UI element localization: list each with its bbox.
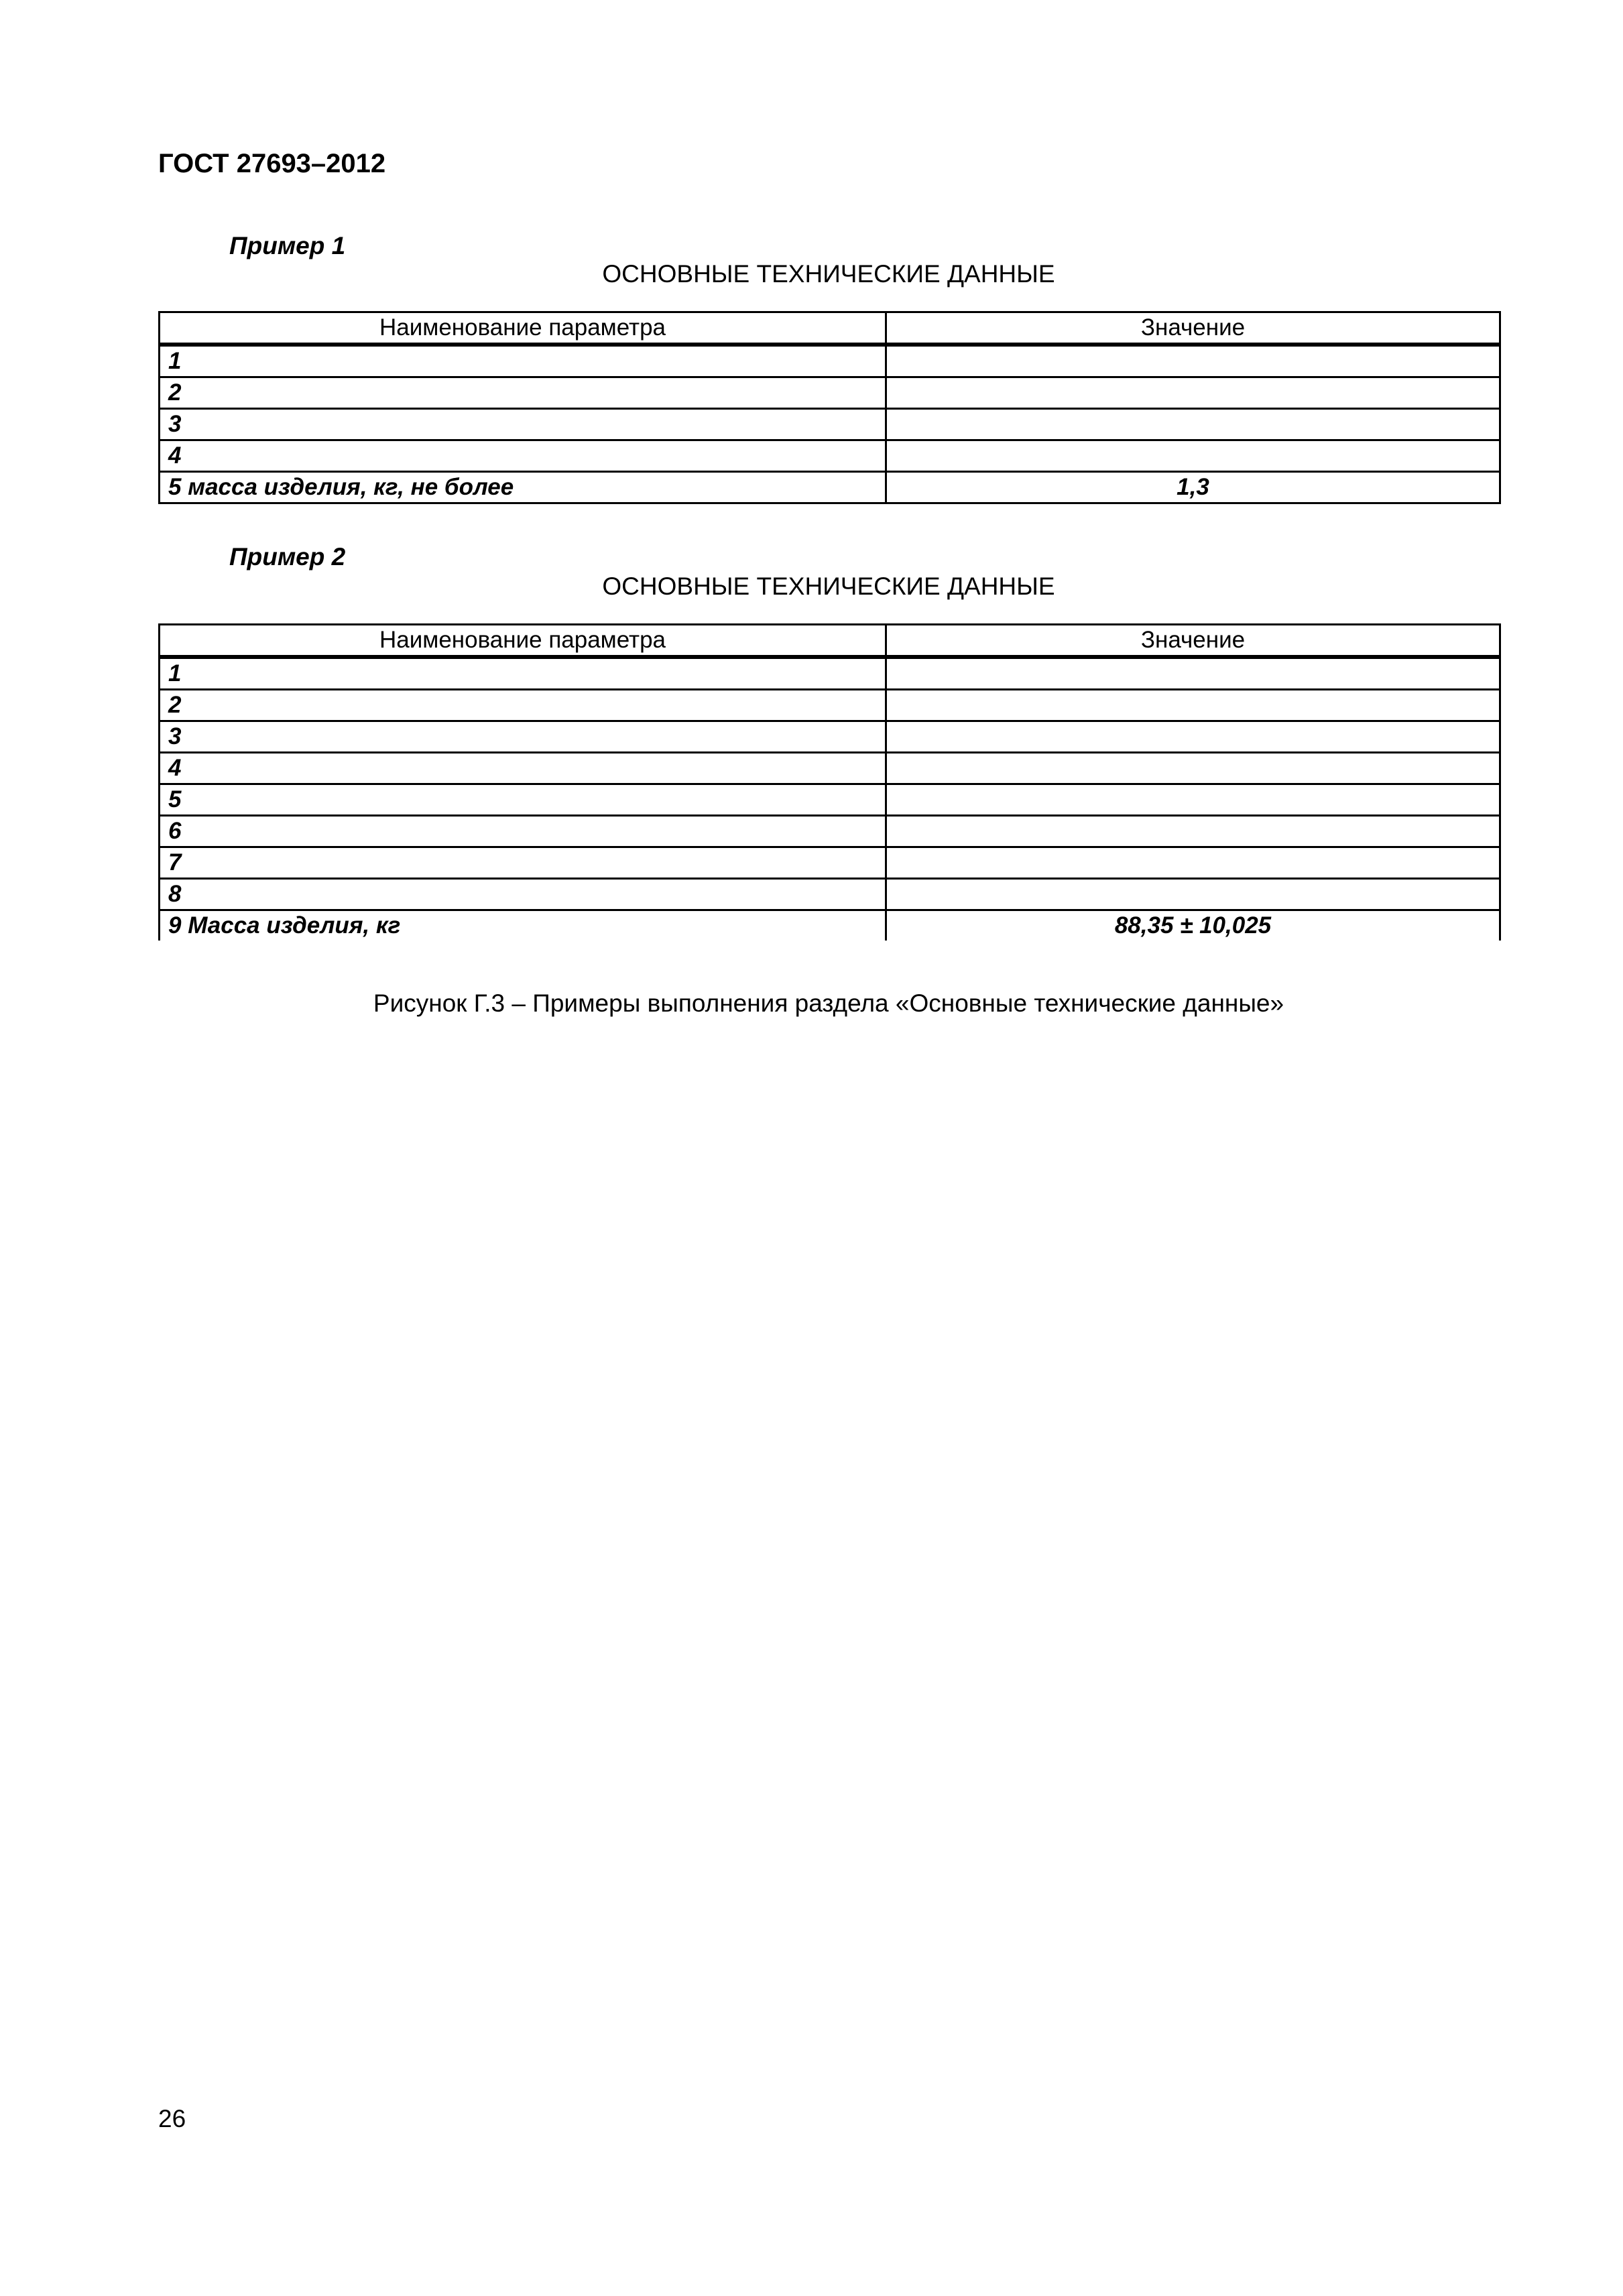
value-cell bbox=[886, 377, 1500, 409]
example-2-label: Пример 2 bbox=[229, 543, 346, 570]
table-header-row bbox=[160, 312, 1500, 345]
value-cell: 1,3 bbox=[886, 472, 1500, 503]
table-row bbox=[160, 409, 1500, 440]
value-cell bbox=[886, 879, 1500, 910]
value-cell bbox=[886, 784, 1500, 816]
value-cell: 88,35 ± 10,025 bbox=[886, 910, 1500, 941]
page-number: 26 bbox=[158, 2105, 186, 2132]
table-row bbox=[160, 847, 1500, 879]
table-row bbox=[160, 721, 1500, 753]
table-header-row bbox=[160, 625, 1500, 658]
value-cell bbox=[886, 657, 1500, 690]
table-row bbox=[160, 784, 1500, 816]
example-1-title: ОСНОВНЫЕ ТЕХНИЧЕСКИЕ ДАННЫЕ bbox=[602, 260, 1055, 288]
example-2-title: ОСНОВНЫЕ ТЕХНИЧЕСКИЕ ДАННЫЕ bbox=[602, 572, 1055, 600]
parameter-cell: 3 bbox=[160, 409, 886, 440]
parameter-cell: 4 bbox=[160, 440, 886, 472]
example-2-table bbox=[158, 623, 1501, 941]
parameter-cell: 2 bbox=[160, 690, 886, 721]
value-cell bbox=[886, 721, 1500, 753]
figure-caption: Рисунок Г.3 – Примеры выполнения раздела «Основные технические данные» bbox=[373, 989, 1284, 1017]
value-cell bbox=[886, 816, 1500, 847]
table-row bbox=[160, 472, 1500, 503]
parameter-cell: 6 bbox=[160, 816, 886, 847]
value-cell bbox=[886, 753, 1500, 784]
table-row bbox=[160, 879, 1500, 910]
parameter-cell: 9 Масса изделия, кг bbox=[160, 910, 886, 941]
table-row bbox=[160, 377, 1500, 409]
parameter-cell: 1 bbox=[160, 657, 886, 690]
value-cell bbox=[886, 345, 1500, 377]
parameter-cell: 3 bbox=[160, 721, 886, 753]
table-row bbox=[160, 690, 1500, 721]
column-header-parameter: Наименование параметра bbox=[160, 625, 886, 658]
table-row bbox=[160, 440, 1500, 472]
document-header: ГОСТ 27693–2012 bbox=[158, 149, 386, 178]
value-cell bbox=[886, 409, 1500, 440]
table-row bbox=[160, 657, 1500, 690]
parameter-cell: 4 bbox=[160, 753, 886, 784]
column-header-parameter: Наименование параметра bbox=[160, 312, 886, 345]
parameter-cell: 1 bbox=[160, 345, 886, 377]
parameter-cell: 2 bbox=[160, 377, 886, 409]
value-cell bbox=[886, 847, 1500, 879]
column-header-value: Значение bbox=[886, 625, 1500, 658]
parameter-cell: 8 bbox=[160, 879, 886, 910]
column-header-value: Значение bbox=[886, 312, 1500, 345]
parameter-cell: 5 масса изделия, кг, не более bbox=[160, 472, 886, 503]
example-1-table bbox=[158, 311, 1501, 504]
table-row bbox=[160, 910, 1500, 941]
example-1-label: Пример 1 bbox=[229, 232, 346, 259]
value-cell bbox=[886, 690, 1500, 721]
table-row bbox=[160, 753, 1500, 784]
parameter-cell: 5 bbox=[160, 784, 886, 816]
table-row bbox=[160, 816, 1500, 847]
parameter-cell: 7 bbox=[160, 847, 886, 879]
value-cell bbox=[886, 440, 1500, 472]
table-row bbox=[160, 345, 1500, 377]
